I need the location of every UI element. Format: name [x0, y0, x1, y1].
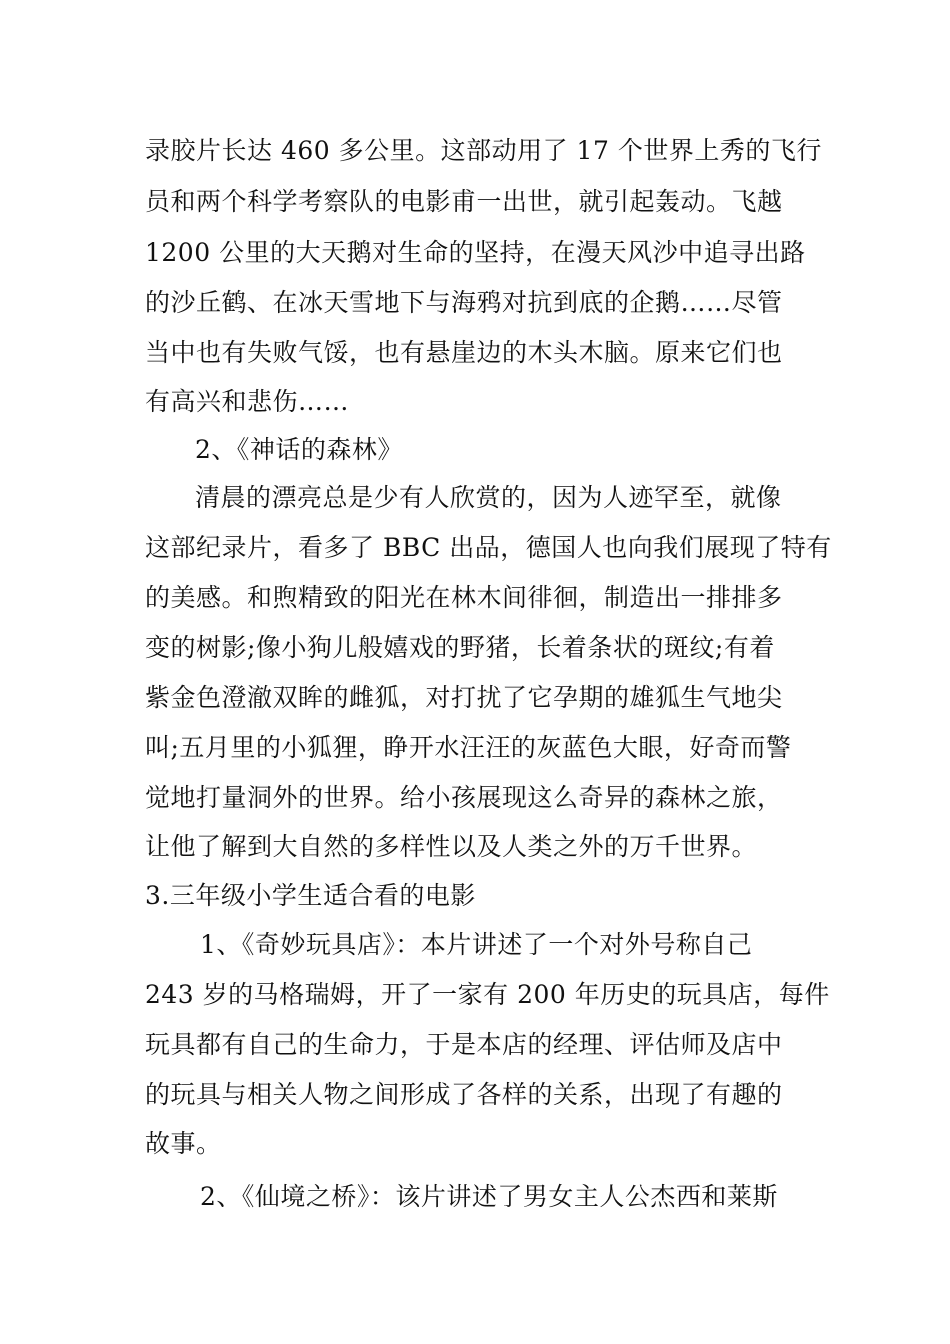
text-line: 玩具都有自己的生命力，于是本店的经理、评估师及店中: [145, 1030, 783, 1059]
text-line: 清晨的漂亮总是少有人欣赏的，因为人迹罕至，就像: [195, 483, 782, 512]
text-line: 紫金色澄澈双眸的雌狐，对打扰了它孕期的雄狐生气地尖: [145, 683, 783, 712]
text-line: 觉地打量洞外的世界。给小孩展现这么奇异的森林之旅，: [145, 783, 783, 812]
text-line: 员和两个科学考察队的电影甫一出世，就引起轰动。飞越: [145, 187, 783, 216]
section-heading: 2、《神话的森林》: [195, 435, 403, 464]
text-line: 的美感。和煦精致的阳光在林木间徘徊，制造出一排排多: [145, 583, 783, 612]
text-line: 1、《奇妙玩具店》：本片讲述了一个对外号称自己: [200, 930, 753, 959]
text-line: 2、《仙境之桥》：该片讲述了男女主人公杰西和莱斯: [200, 1182, 778, 1211]
text-line: 变的树影;像小狗儿般嬉戏的野猪，长着条状的斑纹;有着: [145, 633, 775, 662]
section-heading: 3.三年级小学生适合看的电影: [145, 881, 476, 910]
text-line: 故事。: [145, 1129, 222, 1158]
text-line: 当中也有失败气馁，也有悬崖边的木头木脑。原来它们也: [145, 338, 783, 367]
text-line: 让他了解到大自然的多样性以及人类之外的万千世界。: [145, 832, 758, 861]
text-line: 录胶片长达 460 多公里。这部动用了 17 个世界上秀的飞行: [145, 136, 822, 165]
text-line: 的沙丘鹤、在冰天雪地下与海鸦对抗到底的企鹅……尽管: [145, 288, 783, 317]
text-line: 叫;五月里的小狐狸，睁开水汪汪的灰蓝色大眼，好奇而警: [145, 733, 792, 762]
text-line: 243 岁的马格瑞姆，开了一家有 200 年历史的玩具店，每件: [145, 980, 830, 1009]
text-line: 的玩具与相关人物之间形成了各样的关系，出现了有趣的: [145, 1080, 783, 1109]
text-line: 这部纪录片，看多了 BBC 出品，德国人也向我们展现了特有: [145, 533, 832, 562]
text-line: 有高兴和悲伤……: [145, 387, 350, 416]
text-line: 1200 公里的大天鹅对生命的坚持，在漫天风沙中追寻出路: [145, 238, 806, 267]
